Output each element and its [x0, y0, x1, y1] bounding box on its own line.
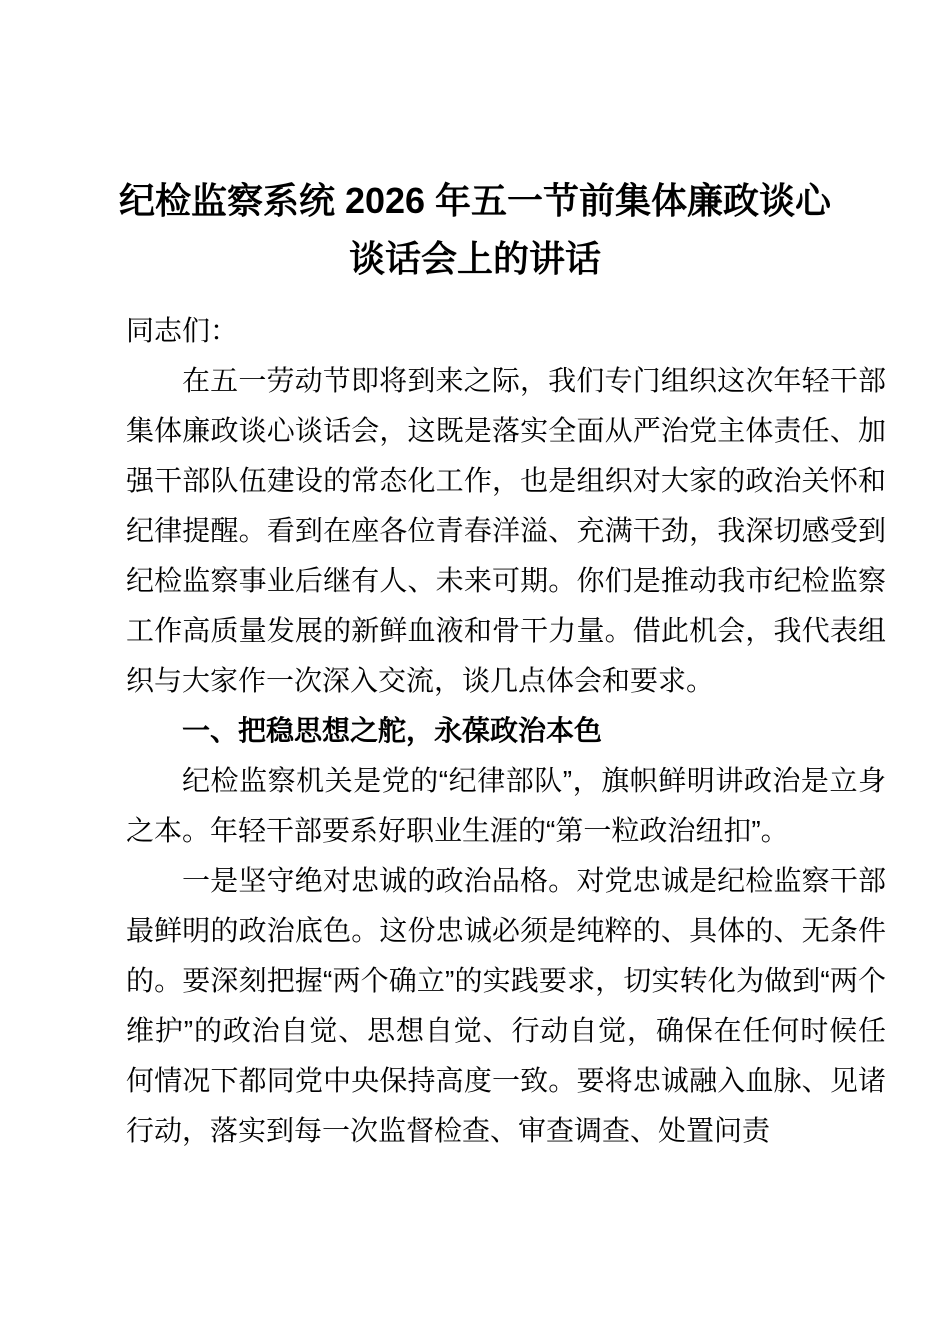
paragraph: 纪检监察机关是党的“纪律部队”，旗帜鲜明讲政治是立身之本。年轻干部要系好职业生涯的“第一粒政治纽扣”。: [126, 765, 886, 846]
paragraph: 同志们：: [126, 315, 239, 346]
document-title-line-2: 谈话会上的讲话: [348, 238, 601, 279]
section-heading: 一、把稳思想之舵，永葆政治本色: [182, 715, 603, 746]
document-title-line-1: 纪检监察系统 2026 年五一节前集体廉政谈心: [118, 180, 832, 221]
paragraph: 在五一劳动节即将到来之际，我们专门组织这次年轻干部集体廉政谈心谈话会，这既是落实全面从严治党主体责任、加强干部队伍建设的常态化工作，也是组织对大家的政治关怀和纪律提醒。看到在座各位青春洋溢、充满干劲，我深切感受到纪检监察事业后继有人、未来可期。你们是推动我市纪检监察工作高质量发展的新鲜血液和骨干力量。借此机会，我代表组织与大家作一次深入交流，谈几点体会和要求。: [126, 365, 886, 696]
paragraph: 一是坚守绝对忠诚的政治品格。对党忠诚是纪检监察干部最鲜明的政治底色。这份忠诚必须是纯粹的、具体的、无条件的。要深刻把握“两个确立”的实践要求，切实转化为做到“两个维护”的政治自觉、思想自觉、行动自觉，确保在任何时候任何情况下都同党中央保持高度一致。要将忠诚融入血脉、见诸行动，落实到每一次监督检查、审查调查、处置问责: [126, 865, 886, 1146]
document-body: [126, 306, 886, 1156]
document-title: [90, 0, 860, 288]
